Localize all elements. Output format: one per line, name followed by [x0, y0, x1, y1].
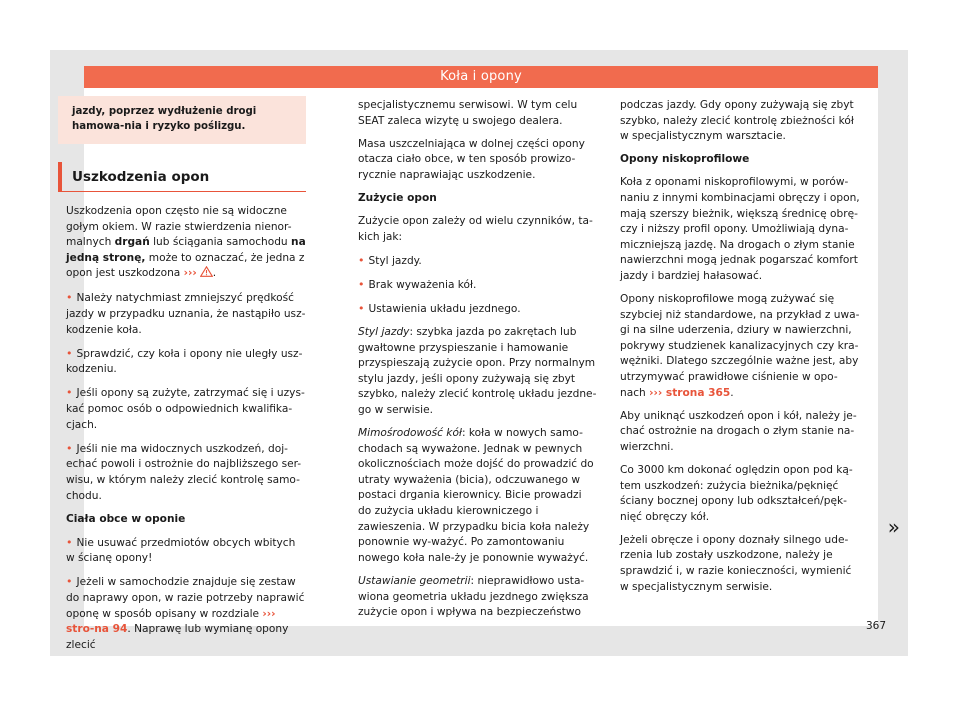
paragraph: Co 3000 km dokonać oględzin opon pod ką-tem uszkodzeń: zużycia bieżnika/pęknięć ściany bocznej opony lub odkształceń/pęk-nięć obręczy kół. [620, 463, 853, 523]
list-item: • Należy natychmiast zmniejszyć prędkość jazdy w przypadku uznania, że nastąpiło usz-kodzenie koła. [66, 290, 306, 338]
paragraph: Styl jazdy: szybka jazda po zakrętach lub gwałtowne przyspieszanie i hamowanie przyspieszają zużycie opon. Przy normalnym stylu jazdy, jeśli opony zużywają się zbyt szybko, należy zlecić kontrolę układu jezdne-go w serwisie. [358, 326, 597, 416]
paragraph: Koła z oponami niskoprofilowymi, w porów-naniu z innymi kombinacjami obręczy i opon, mają szerszy bieżnik, większą średnicę obrę-czy i niższy profil opony. Umożliwiają dyna-miczniejszą jazdę. Na drogach o złym stanie nawierzchni mogą jednak pogarszać komfort jazdy i bardziej hałasować. [620, 176, 860, 282]
continue-marker: » [887, 515, 900, 539]
column-1 [66, 96, 306, 661]
warning-triangle-icon[interactable] [200, 266, 213, 283]
paragraph: Mimośrodowość kół: koła w nowych samo-chodach są wyważone. Jednak w pewnych okolicznościach może dojść do prowadzić do utraty wyważenia (bicia), odczuwanego w postaci drgania kierownicy. Bicie prowadzi do zużycia układu kierowniczego i zawieszenia. W przypadku bicia koła należy ponownie wy-ważyć. Po zamontowaniu nowego koła nale-ży je ponownie wyważyć. [358, 427, 594, 564]
page-reference-link[interactable]: ››› strona 365 [649, 386, 731, 399]
list-item: • Styl jazdy. [358, 253, 598, 270]
chapter-header: Koła i opony [84, 66, 878, 88]
list-item: • Jeżeli w samochodzie znajduje się zestaw do naprawy opon, w razie potrzeby naprawić oponę w sposób opisany w rozdziale ››› stro-na 94. Naprawę lub wymianę opony zlecić [66, 574, 306, 653]
list-item: • Jeśli opony są zużyte, zatrzymać się i uzys-kać pomoc osób o odpowiednich kwalifika-cjach. [66, 385, 306, 433]
paragraph: Opony niskoprofilowe mogą zużywać się szybciej niż standardowe, na przykład z uwa-gi na silne uderzenia, dziury w nawierzchni, pokrywy studzienek kanalizacyjnych czy kra-wężniki. Dlatego szczególnie ważne jest, aby utrzymywać prawidłowe ciśnienie w opo-nach ››› strona 365. [620, 293, 860, 399]
paragraph: podczas jazdy. Gdy opony zużywają się zbyt szybko, należy zlecić kontrolę zbieżności kół w specjalistycznym warsztacie. [620, 99, 854, 143]
list-item: • Ustawienia układu jezdnego. [358, 301, 598, 318]
paragraph: Masa uszczelniająca w dolnej części opony otacza ciało obce, w ten sposób prowizo-rycznie naprawiając uszkodzenie. [358, 137, 585, 181]
reference-arrow[interactable]: ››› [183, 267, 197, 280]
paragraph: Jeżeli obręcze i opony doznały silnego ude-rzenia lub zostały uszkodzone, należy je sprawdzić i, w razie konieczności, wymienić w specjalistycznym serwisie. [620, 533, 852, 593]
list-item: • Jeśli nie ma widocznych uszkodzeń, doj-echać powoli i ostrożnie do najbliższego ser-wisu, w którym należy zlecić kontrolę samo-chodu. [66, 441, 306, 504]
subsection-title: Ciała obce w oponie [66, 512, 186, 525]
section-title: Uszkodzenia opon [58, 162, 306, 192]
column-3 [620, 98, 860, 603]
column-2 [358, 98, 598, 628]
list-item: • Brak wyważenia kół. [358, 277, 598, 294]
page-reference-link[interactable]: ››› stro-na 94 [66, 607, 276, 636]
subsection-title: Zużycie opon [358, 191, 437, 204]
subsection-title: Opony niskoprofilowe [620, 153, 750, 166]
page-number: 367 [865, 620, 886, 632]
paragraph: Ustawianie geometrii: nieprawidłowo usta-wiona geometria układu jezdnego zwiększa zużycie opon i wpływa na bezpieczeństwo [358, 574, 589, 619]
paragraph: Zużycie opon zależy od wielu czynników, ta-kich jak: [358, 215, 593, 243]
list-item: • Nie usuwać przedmiotów obcych wbitych w ścianę opony! [66, 535, 306, 567]
paragraph: Aby uniknąć uszkodzeń opon i kół, należy je-chać ostrożnie na drogach o złym stanie na-wierzchni. [620, 409, 857, 453]
list-item: • Sprawdzić, czy koła i opony nie uległy usz-kodzeniu. [66, 346, 306, 378]
intro-paragraph: Uszkodzenia opon często nie są widoczne gołym okiem. W razie stwierdzenia nienor-malnych drgań lub ściągania samochodu na jedną stronę, może to oznaczać, że jedna z opon jest uszkodzona ››› . [66, 204, 306, 283]
warning-box: jazdy, poprzez wydłużenie drogi hamowa-nia i ryzyko poślizgu. [58, 96, 306, 144]
paragraph: specjalistycznemu serwisowi. W tym celu SEAT zaleca wizytę u swojego dealera. [358, 99, 578, 127]
